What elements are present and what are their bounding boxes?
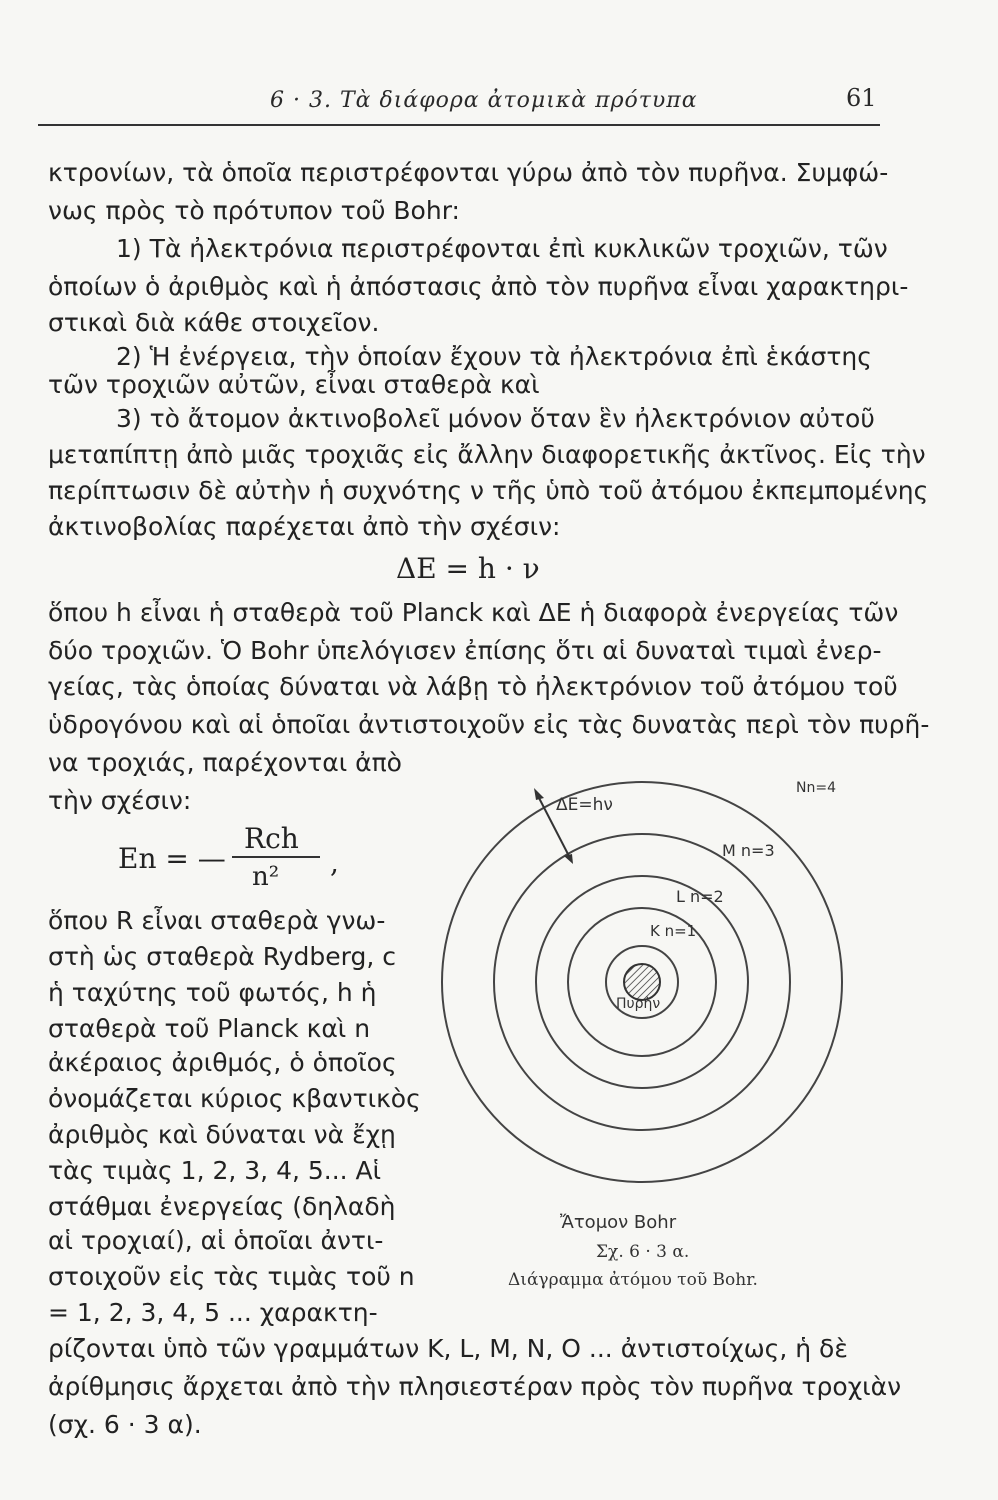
formula-energy-comma: , (330, 846, 339, 879)
nucleus-label: Πυρὴν (616, 996, 661, 1012)
column-line: ἡ ταχύτης τοῦ φωτός, h ἡ (48, 978, 377, 1007)
column-line: στάθμαι ἐνεργείας (δηλαδὴ (48, 1192, 396, 1221)
column-line: ὀνομάζεται κύριος κβαντικὸς (48, 1084, 421, 1113)
body-line: να τροχιάς, παρέχονται ἀπὸ (48, 748, 402, 777)
body-line: ἀκτινοβολίας παρέχεται ἀπὸ τὴν σχέσιν: (48, 512, 561, 541)
body-line: δύο τροχιῶν. Ὁ Bohr ὑπελόγισεν ἐπίσης ὅτι αἱ δυναταὶ τιμαὶ ἐνερ- (48, 636, 882, 665)
body-line: (σχ. 6 · 3 α). (48, 1410, 202, 1439)
body-line: περίπτωσιν δὲ αὐτὴν ἡ συχνότης ν τῆς ὑπὸ τοῦ ἀτόμου ἐκπεμπομένης (48, 476, 929, 505)
formula-energy-denominator: n² (252, 862, 280, 892)
body-line: ἀρίθμησις ἄρχεται ἀπὸ τὴν πλησιεστέραν πρὸς τὸν πυρῆνα τροχιὰν (48, 1372, 902, 1401)
body-line: τὴν σχέσιν: (48, 786, 192, 815)
body-line: κτρονίων, τὰ ὁποῖα περιστρέφονται γύρω ἀπὸ τὸν πυρῆνα. Συμφώ- (48, 158, 889, 187)
body-line: 2) Ἡ ἐνέργεια, τὴν ὁποίαν ἔχουν τὰ ἠλεκτρόνια ἐπὶ ἑκάστης (116, 342, 872, 371)
column-line: τὰς τιμὰς 1, 2, 3, 4, 5... Αἱ (48, 1156, 382, 1185)
column-line: στὴ ὡς σταθερὰ Rydberg, c (48, 942, 396, 971)
body-line: ὁποίων ὁ ἀριθμὸς καὶ ἡ ἀπόστασις ἀπὸ τὸν πυρῆνα εἶναι χαρακτηρι- (48, 272, 909, 301)
body-line: ρίζονται ὑπὸ τῶν γραμμάτων K, L, M, N, O ... ἀντιστοίχως, ἡ δὲ (48, 1334, 848, 1363)
body-line: γείας, τὰς ὁποίας δύναται νὰ λάβῃ τὸ ἠλεκτρόνιον τοῦ ἀτόμου τοῦ (48, 672, 898, 701)
column-line: = 1, 2, 3, 4, 5 ... χαρακτη- (48, 1298, 378, 1327)
column-line: στοιχοῦν εἰς τὰς τιμὰς τοῦ n (48, 1262, 415, 1291)
body-line: τῶν τροχιῶν αὐτῶν, εἶναι σταθερὰ καὶ (48, 370, 540, 399)
body-line: νως πρὸς τὸ πρότυπον τοῦ Bohr: (48, 196, 460, 225)
formula-energy-lhs: En = — (118, 842, 226, 875)
body-line: 3) τὸ ἄτομον ἀκτινοβολεῖ μόνον ὅταν ἓν ἠλεκτρόνιον αὐτοῦ (116, 404, 875, 433)
body-line: 1) Τὰ ἠλεκτρόνια περιστρέφονται ἐπὶ κυκλικῶν τροχιῶν, τῶν (116, 234, 888, 263)
column-line: ἀκέραιος ἀριθμός, ὁ ὁποῖος (48, 1048, 397, 1077)
orbit-label-n2: L n=2 (676, 887, 724, 906)
body-line: ὑδρογόνου καὶ αἱ ὁποῖαι ἀντιστοιχοῦν εἰς τὰς δυνατὰς περὶ τὸν πυρῆ- (48, 710, 930, 739)
column-line: αἱ τροχιαί), αἱ ὁποῖαι ἀντι- (48, 1226, 384, 1255)
figure-caption: Διάγραμμα ἀτόμου τοῦ Bohr. (508, 1270, 758, 1290)
header-title: 6 · 3. Τὰ διάφορα ἀτομικὰ πρότυπα (270, 88, 698, 113)
orbit-label-n3: M n=3 (722, 841, 775, 860)
page-number: 61 (846, 84, 877, 112)
column-line: ὅπου R εἶναι σταθερὰ γνω- (48, 906, 386, 935)
column-line: σταθερὰ τοῦ Planck καὶ n (48, 1014, 371, 1043)
transition-arrowhead-top (534, 788, 544, 800)
header-rule (38, 124, 880, 126)
orbit-label-n4: Nn=4 (796, 780, 836, 796)
body-line: μεταπίπτῃ ἀπὸ μιᾶς τροχιᾶς εἰς ἄλλην διαφορετικῆς ἀκτῖνος. Εἰς τὴν (48, 440, 926, 469)
formula-energy-numerator: Rch (244, 822, 299, 855)
figure-title: Ἄτομον Bohr (560, 1212, 677, 1233)
arrow-label: ΔE=hν (556, 795, 613, 815)
body-line: ὅπου h εἶναι ἡ σταθερὰ τοῦ Planck καὶ ΔE ἡ διαφορὰ ἐνεργείας τῶν (48, 598, 899, 627)
column-line: ἀριθμὸς καὶ δύναται νὰ ἔχῃ (48, 1120, 396, 1149)
formula-delta-e: ΔE = h · ν (396, 552, 540, 585)
orbit-label-n1: K n=1 (650, 922, 697, 940)
figure-number: Σχ. 6 · 3 α. (596, 1242, 690, 1262)
fraction-bar (232, 856, 320, 858)
body-line: στικαὶ διὰ κάθε στοιχεῖον. (48, 308, 380, 337)
bohr-atom-diagram (430, 760, 890, 1220)
nucleus (624, 964, 660, 1000)
